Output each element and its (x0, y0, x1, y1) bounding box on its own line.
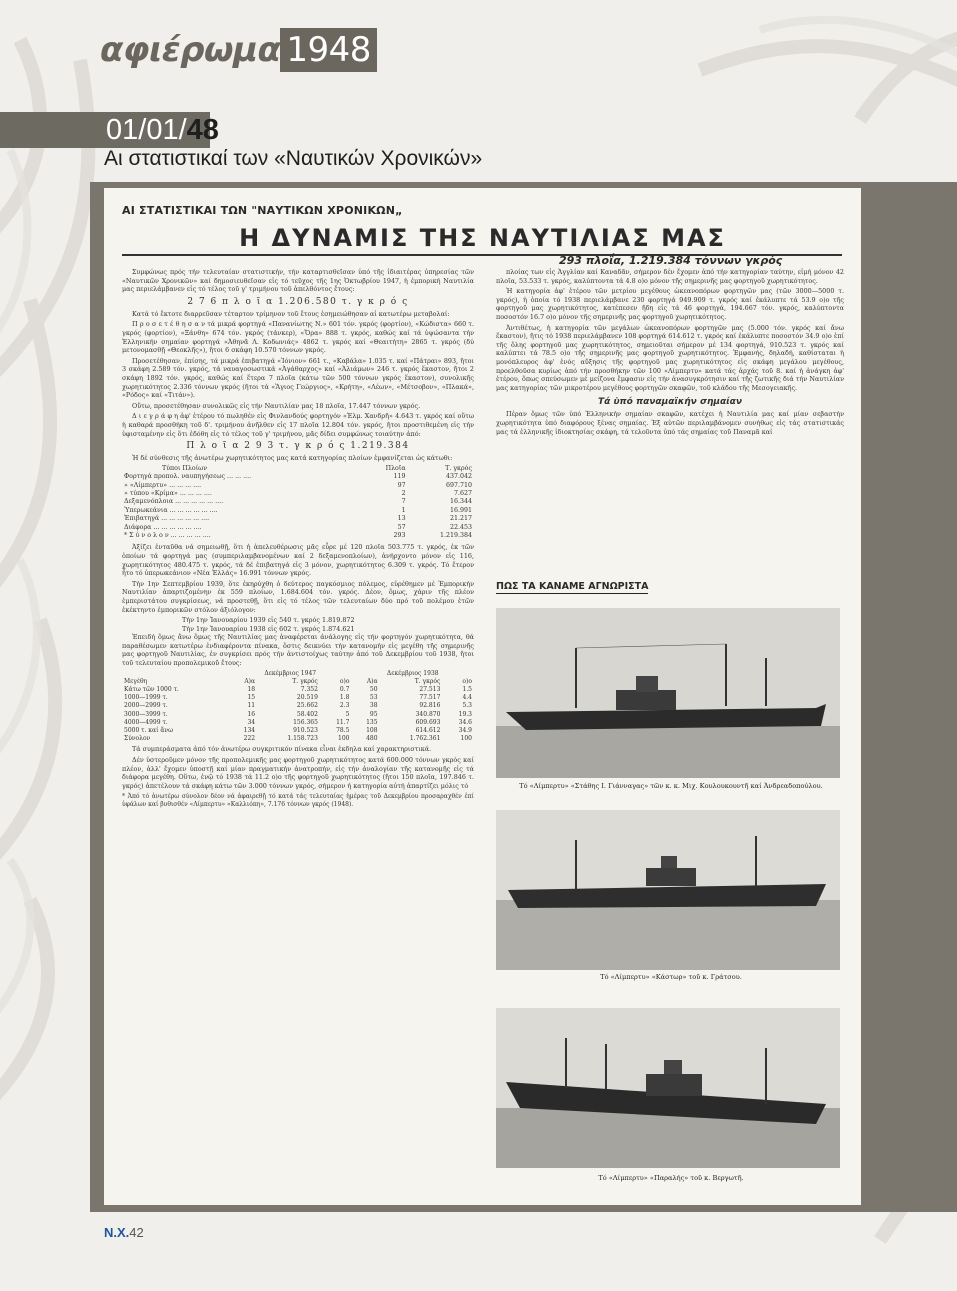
table-header-cell: Τ. γκρός (445, 464, 472, 472)
paragraph: Τά συμπεράσματα ἀπό τόν ἀνωτέρω συγκριτικόν πίνακα εἶναι ἐκδηλα καί χαρακτηριστικά. (132, 745, 432, 754)
table-row (122, 686, 474, 694)
paragraph: Προσετέθησαν, ἐπίσης, τά μικρά ἐπιβατηγά «Ἰόνιον» 661 τ., «Καβάλα» 1.035 τ. καί «Πάτραι» 893, ἤτοι 3 σκάφη 2.589 τόν. γκρός, τά ναυαγοσωστικά «Ἀγάθαρχος» καί «Ἀλιάμων» 246 τ. γκρός ἕκαστον, ἤτοι 2 σκάφη 1892 τόν. γκρός, καθώς καί ἕτερα 7 πλοῖα (κάτω τῶν 500 τόννων γκρός ἕκαστον), συνολικῆς χωρητικότητος 2.336 τόννων γκρός (ἤτοι τά «Ἅγιος Γεώργιος», «Κρήτη», «Λέων», «Μέτσοβον», «Πλακά», «Ρόδος» καί «Τιτάν»). (122, 356, 474, 400)
table-cell: 100 (338, 735, 350, 743)
table-row (122, 702, 474, 710)
clipping-small-heading: ΑΙ ΣΤΑΤΙΣΤΙΚΑΙ ΤΩΝ "ΝΑΥΤΙΚΩΝ ΧΡΟΝΙΚΩΝ„ (122, 204, 403, 217)
table-cell: 1.762.361 (409, 735, 441, 743)
table-cell: 21.217 (449, 515, 472, 523)
table-cell: Διάφορα ... ... ... ... ... .... (124, 523, 202, 531)
table-cell: 38 (369, 702, 378, 710)
table-cell: 34 (247, 718, 256, 726)
summary-line: Π λ ο ῖ α 2 9 3 τ. γ κ ρ ό ς 1.219.384 (186, 441, 410, 452)
paragraph: Ἡ κατηγορία ἀφ' ἑτέρου τῶν μετρίου μεγέθους ὠκεανοπόρων φορτηγῶν μας (τῶν 3000—5000 τ. γκρός), ἡ ὁποία τό 1938 περιελάμβανε 230 φορτηγά 949.909 τ. γκρός καί ἐκάλυπτε τά 53.9 ο)ο τῆς φορτηγοῦ μας χωρητικότητος, κατέπεσεν ἤδη εἰς τά 46 φορτηγά, 194.667 τόν. γκρός, καλύπτοντα ποσοστόν 16.7 ο)ο μόνον τῆς σημερινῆς μας φορτηγοῦ χωρητικότητος. (496, 287, 844, 321)
paragraph: Ἀντιθέτως, ἡ κατηγορία τῶν μεγάλων ὠκεανοπόρων φορτηγῶν μας (5.000 τόν. γκρός καί ἄνω ἕκαστον), ἥτις τό 1938 περιελάμβανεν 108 φορτηγά 614.612 τ. γκρός καί ἐκάλυπτε ποσοστόν 34.9 ο)ο ἐπί τῆς ὅλης φορτηγοῦ μας χωρητικότητος, σημειοῦται σήμερον μέ 134 φορτηγά, 910.523 τ. γκρός καί καλύπτει τά 78.5 ο)ο τῆς σημερινῆς μας φορτηγοῦ χωρητικότητος. Ἐμφανής, δηλαδή, καθίσταται ἡ μονόπλευρος ἀφ' ἑνός αὔξησις τῆς φορτηγοῦ μας χωρητικότητος εἰς σκάφη μεγάλου μεγέθους, προελθοῦσα κυρίως ἀπό τήν προσθήκην τῶν 100 «Λίμπερτυ» κατά τάς ἀρχάς τοῦ 8. καί ἡ ἀνάγκη ἀφ' ἑτέρου, ὅπως σπεύσωμεν μέ μείζονα ἔμφασιν εἰς τήν ἀνασυγκρότησιν καί τῆς ζωτικῆς διά τήν Ναυτιλίαν μας κατηγορίας τῶν μικροτέρου μεγέθους φορτηγῶν σκαφῶν, τοῦ κλάδου τῆς Μεσογειακῆς. (496, 323, 844, 392)
paragraph: πλοίας των εἰς Ἀγγλίαν καί Καναδᾶν, σήμερον δέν ἔχομεν ἀπό τήν κατηγορίαν ταύτην, εἰμή μόνον 42 πλοῖα, 53.533 τ. γκρός, καλύπτοντα τά 4.8 ο)ο μόνον τῆς σημερινῆς μας φορτηγοῦ χωρητικότητος. (496, 268, 844, 285)
section-subheading: Τά ὑπό παναμαϊκήν σημαίαν (597, 397, 742, 408)
table-cell: 134 (243, 727, 256, 735)
table-row (122, 515, 474, 523)
table-cell: 13 (397, 515, 406, 523)
issue-date-prefix: 01/01/ (106, 114, 187, 146)
article-subtitle: Αι στατιστικαί των «Ναυτικών Χρονικών» (104, 147, 483, 170)
table-header-cell: Τ. γκρός (292, 677, 318, 685)
paragraph: Δ ι ε γ ρ ά φ η ἀφ' ἑτέρου τό πωληθέν εἰς Φινλανδούς φορτηγόν «Ἐλμ. Χανδρῆ» 4.643 τ. γκρός καί οὕτω ἡ καθαρά προσθήκη τοῦ δ'. τριμήνου ἀνῆλθεν εἰς 17 πλοῖα 12.804 τόν. γκρός, ἤτοι προστιθεμένη εἰς τήν ὑφισταμένην εἰς ὅτι ἐδόθη εἰς τό τέλος τοῦ γ' τριμήνου, μᾶς δίδει συμφώνως τοιαύτην ἀπό: (122, 412, 474, 438)
table-cell: 0.7 (339, 686, 350, 694)
table-cell: Ὑπερωκεάνια ... ... ... ... ... .... (124, 506, 218, 514)
table-header-cell: Α)α (366, 677, 378, 685)
table-cell: 27.513 (419, 686, 441, 694)
table-cell: 1.5 (462, 686, 472, 694)
table-cell: 3000—3999 τ. (124, 710, 168, 718)
article-header (0, 0, 957, 180)
table-cell: 100 (460, 735, 472, 743)
table-cell: 1.8 (339, 694, 350, 702)
table-cell: 34.6 (458, 718, 472, 726)
paragraph: Συμφώνως πρός τήν τελευταίαν στατιστικήν, τήν καταρτισθεῖσαν ὑπό τῆς ἰδιαιτέρας ὑπηρεσίας τῶν «Ναυτικῶν Χρονικῶν» καί δημοσιευθεῖσαν εἰς τό τεῦχος τῆς 1ης Ὀκτωβρίου 1947, ἡ ἐμπορική Ναυτιλία μας περιελάμβανεν εἰς τό τέλος τοῦ γ' τριμήνου τοῦ ἀπελθόντος ἔτους: (122, 268, 474, 294)
table-cell: 222 (243, 735, 256, 743)
table-cell: 34.9 (458, 727, 472, 735)
table-cell: 2.3 (339, 702, 350, 710)
paragraph: Ἐπειδή ὅμως ἄνω ὅμως τῆς Ναυτιλίας μας ἀναφέρεται ἀνάλογης εἰς τήν φορτηγόν χωρητικότητα, θά παραθέσωμεν κατωτέρω ἐνδιαφέροντα πίνακα, ὅστις δεικνύει τήν κατανομήν εἰς μεγέθη τῆς σημερινῆς μας φορτηγοῦ Ναυτιλίας, ἐν συγκρίσει πρός τήν ἀντιστοίχως ταύτην ἀπό τοῦ Δεκεμβρίου τοῦ 1938, ἤτοι τοῦ τελευταίου προπολεμικοῦ ἔτους: (122, 633, 474, 668)
table-cell: » τύπου «Κρίμα» ... ... ... .... (124, 489, 212, 497)
table-cell: * Σ ύ ν ο λ ο ν ... ... ... ... .... (124, 531, 211, 539)
table-cell: 1 (401, 506, 406, 514)
table-cell: 1.219.384 (439, 531, 472, 539)
table-cell: 57 (397, 523, 406, 531)
table-cell: 5000 τ. καί ἄνω (124, 727, 173, 735)
table-header-cell: Τύποι Πλοίων (162, 464, 208, 472)
ship-photo-1 (496, 608, 840, 778)
ship-photo-3 (496, 1008, 840, 1168)
table-cell: 480 (366, 735, 378, 743)
magazine-abbrev: N.X. (104, 1225, 130, 1240)
table-header-row (122, 465, 474, 473)
table-total-row (122, 532, 474, 540)
table-cell: 19.3 (458, 710, 472, 718)
table-cell: 97 (397, 481, 406, 489)
table-header-cell: Τ. γκρός (414, 677, 441, 685)
paragraph: Τήν 1ην Σεπτεμβρίου 1939, ὅτε ἐκηρύχθη ὁ δεύτερος παγκόσμιος πόλεμος, εὑρέθημεν μέ Ἐμπορικήν Ναυτιλίαν ἀπαρτιζομένην ἐκ 559 πλοίων, 1.684.604 τόν. γκρός. Δέον, ὅμως, χάριν τῆς πλέον ἐμπεριστάτου συγκρίσεως, νά προστεθῇ, ὅτι εἰς τό τέλος τῶν τελευταίων δύο πρό τοῦ πολέμου ἐτῶν ἐκέκτηντο ἐμπορικῶν στόλον ἀξιόλογον: (122, 579, 474, 614)
photo-section-heading: ΠΩΣ ΤΑ ΚΑΝΑΜΕ ΑΓΝΩΡΙΣΤΑ (496, 581, 649, 592)
table-cell: 58.402 (296, 710, 318, 718)
table-cell: Σύνολον (124, 735, 151, 743)
table-cell: 119 (393, 473, 406, 481)
table-cell: 2 (401, 489, 406, 497)
table-cell: 4000—4999 τ. (124, 718, 168, 726)
table-cell: 5 (345, 710, 350, 718)
table-header-cell: Πλοῖα (385, 464, 406, 472)
table-cell: 15 (247, 694, 256, 702)
right-column (496, 268, 844, 438)
table-cell: 16.991 (449, 506, 472, 514)
photo-caption-2: Τό «Λίμπερτυ» «Κάστωρ» τοῦ κ. Γράτσου. (600, 973, 742, 981)
table-cell: 135 (366, 718, 378, 726)
table-row (122, 507, 474, 515)
table-total-row (122, 735, 474, 743)
table-cell: 340.870 (415, 710, 441, 718)
table-row (122, 711, 474, 719)
table-cell: 7.627 (453, 489, 472, 497)
paragraph: Δέν ὑστεροῦμεν μόνον τῆς προπολεμικῆς μας φορτηγοῦ χωρητικότητος κατά 600.000 τόννων γκρός καί πλέον, ἀλλ' ἔχομεν ὑποστῇ καί μίαν πραγματικήν ἀνατροπήν, εἰς τήν ἀναλογίαν τῆς κατανομῆς εἰς τά διάφορα μεγέθη. Οὕτω, ἐνῷ τό 1938 τά 11.2 ο)ο τῆς φορτηγοῦ χωρητικότητος (ἤτοι 150 πλοῖα, 197.846 τ. γκρός) ἀπετέλουν τά σκάφη κάτω τῶν 3.000 τόννων γκρός, σήμερον ἡ κατηγορία αὐτή ἀπαρτίζει μόλις τό (122, 756, 474, 790)
table-row (122, 482, 474, 490)
fleet-composition-table (122, 465, 474, 541)
issue-date (106, 112, 219, 148)
table-header-cell (122, 670, 229, 678)
paragraph: Ἡ δέ σύνθεσις τῆς ἀνωτέρω χωρητικότητος μας κατά κατηγορίας πλοίων ἐμφανίζεται ὡς κάτωθι: (132, 454, 453, 463)
table-cell: 7.352 (300, 686, 318, 694)
paragraph: Κατά τό ἔκτοτε διαρρεῦσαν τέταρτον τρίμηνον τοῦ ἔτους ἐσημειώθησαν αἱ κατωτέρω μεταβολαί: (132, 309, 450, 318)
table-cell: 11 (247, 702, 256, 710)
table-cell: 25.662 (296, 702, 318, 710)
photo-caption-3: Τό «Λίμπερτυ» «Παραλής» τοῦ κ. Βεργωτῆ. (598, 1174, 744, 1182)
table-header-cell: Δεκέμβριος 1938 (386, 669, 439, 677)
table-cell: 18 (247, 686, 256, 694)
clipping-right-headline: 293 πλοΐα, 1.219.384 τόννων γκρός (559, 254, 783, 267)
table-cell: 108 (366, 727, 378, 735)
table-cell: 293 (393, 531, 406, 539)
left-column (122, 268, 474, 809)
paragraph: Ἀξίζει ἐνταῦθα νά σημειωθῇ, ὅτι ἡ ἀπελευθέρωσις μᾶς εὗρε μέ 120 πλοῖα 503.775 τ. γκρός, ἐκ τῶν ὁποίων τά φορτηγά μας (συμπεριλαμβανομένων καί 2 δεξαμενοπλοίων), ἀνήρχοντο μόνον εἰς 116, χωρητικότητος 480.475 τ. γκρός, τά δέ ἐπιβατηγά εἰς 3 μόνον, χωρητικότητος 6.309 τ. γκρός. Τό ἕτερον ἦτο τό ὑπερωκεάνιον «Νέα Ἑλλάς» 16.991 τόννων γκρός. (122, 543, 474, 578)
kicker-year: 1948 (280, 28, 377, 72)
table-row (122, 473, 474, 481)
table-header-cell: Δεκέμβριος 1947 (264, 669, 317, 677)
comparison-line: Τήν 1ην Ἰανουαρίου 1938 εἰς 602 τ. γκρός 1.874.621 (182, 624, 355, 633)
size-distribution-table (122, 670, 474, 744)
table-row (122, 490, 474, 498)
table-header-cell: Α)α (244, 677, 256, 685)
section-kicker (100, 28, 377, 72)
table-header-cell: Μεγέθη (124, 677, 148, 685)
table-cell: 1000—1999 τ. (124, 694, 168, 702)
table-cell: 95 (369, 710, 378, 718)
table-header-cell: ο)ο (462, 677, 472, 685)
table-header-row (122, 678, 474, 686)
table-header-row (122, 670, 474, 678)
newspaper-clipping (104, 188, 861, 1205)
kicker-word: αφιέρωμα (100, 30, 281, 70)
table-cell: 78.5 (336, 727, 350, 735)
table-cell: 910.523 (293, 727, 318, 735)
table-cell: 437.042 (445, 473, 472, 481)
page-number-value: 42 (129, 1225, 144, 1240)
table-cell: Ἐπιβατηγά ... ... ... ... ... .... (124, 515, 210, 523)
table-cell: 7 (401, 498, 406, 506)
photo-caption-1: Τό «Λίμπερτυ» «Στάθης Ι. Γιάνναγας» τῶν κ. κ. Μιχ. Κουλουκουντῆ καί Ἀνδρεαδοπούλου. (519, 782, 823, 790)
table-cell: Φορτηγά προπολ. ναυπηγήσεως ... ... .... (124, 473, 252, 481)
table-cell: 614.612 (415, 727, 441, 735)
issue-date-year: 48 (186, 114, 219, 146)
table-cell: 2000—2999 τ. (124, 702, 168, 710)
table-cell: 92.816 (419, 702, 441, 710)
footnote: * Ἀπό τό ἀνωτέρω σύνολον δέον νά ἀφαιρεθῇ τό κατά τάς τελευταίας ἡμέρας τοῦ Δεκεμβρίου προσαραχθέν ἐπί ὑφάλων καί βυθισθέν «Λίμπερτυ» «Καλλιόπη», 7.176 τόννων γκρός (1948). (122, 793, 474, 809)
table-cell: 16 (247, 710, 256, 718)
table-row (122, 524, 474, 532)
table-cell: Δεξαμενόπλοια ... ... ... ... ... .... (124, 498, 224, 506)
table-cell: 4.4 (462, 694, 472, 702)
table-cell: 50 (369, 686, 378, 694)
paragraph: Οὕτω, προσετέθησαν συνολικῶς εἰς τήν Ναυτιλίαν μας 18 πλοῖα, 17.447 τόννων γκρός. (132, 401, 421, 410)
table-header-cell: ο)ο (339, 677, 350, 685)
clipping-main-heading: Η ΔΥΝΑΜΙΣ ΤΗΣ ΝΑΥΤΙΛΙΑΣ ΜΑΣ (239, 224, 726, 252)
table-cell: » «Λίμπερτυ» ... ... ... .... (124, 481, 202, 489)
table-row (122, 694, 474, 702)
table-cell: 5.3 (462, 702, 472, 710)
page-number (104, 1225, 144, 1240)
table-cell: 1.158.723 (287, 735, 318, 743)
summary-line: 2 7 6 π λ ο ῖ α 1.206.580 τ. γ κ ρ ό ς (187, 296, 409, 307)
table-row (122, 727, 474, 735)
comparison-line: Τήν 1ην Ἰανουαρίου 1939 εἰς 540 τ. γκρός 1.819.872 (182, 616, 355, 625)
table-cell: 11.7 (336, 718, 350, 726)
table-cell: 609.693 (415, 718, 441, 726)
paragraph: Π ρ ο σ ε τ έ θ η σ α ν τά μικρά φορτηγά «Πανανίωτης Ν.» 601 τόν. γκρός (φορτίον), «Κώδιστα» 660 τ. γκρός (φορτίον), «Ξάνθη» 674 τόν. γκρός (τάνκερ), «Ὄρα» 888 τ. γκρός, καθώς καί τά ὑψώσαντα τήν Ἑλληνικήν σημαίαν φορτηγά «Ἀθηνᾶ Λ. Κοδωνιάς» 4862 τ. γκρός καί «Θεαιτήτη» 2865 τ. γκρός (δύ μετονομασθῇ «Θεοκλῆς»), ἤτοι 6 σκάφη 10.570 τόννων γκρός. (122, 320, 474, 355)
ship-photo-2 (496, 810, 840, 970)
table-cell: 53 (369, 694, 378, 702)
table-cell: 20.519 (296, 694, 318, 702)
table-cell: 77.517 (419, 694, 441, 702)
table-row (122, 719, 474, 727)
table-cell: 156.365 (293, 718, 318, 726)
table-cell: 22.453 (449, 523, 472, 531)
paragraph: Πέραν ὅμως τῶν ὑπό Ἑλληνικήν σημαίαν σκαφῶν, κατέχει ἡ Ναυτιλία μας καί μίαν σεβαστήν χωρητικότητα ὑπό διαφόρους ξένας σημαίας. Ἐξ αὐτῶν περιλαμβάνομεν συνήθως εἰς τάς στατιστικάς μας τά ἐλληνικῆς ἰδιοκτησίας σκάφη, τά τελοῦντα ὑπό τάς σημαίας τοῦ Παναμᾶ καί (496, 410, 844, 436)
table-row (122, 498, 474, 506)
table-cell: 697.710 (445, 481, 472, 489)
table-cell: Κάτω τῶν 1000 τ. (124, 686, 179, 694)
table-cell: 16.344 (449, 498, 472, 506)
